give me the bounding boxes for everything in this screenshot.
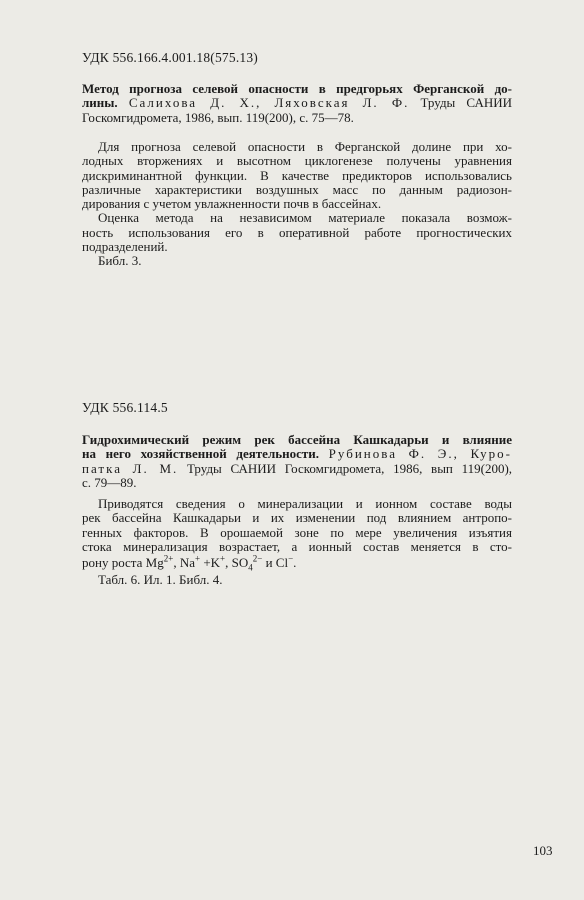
udc-code-1: УДК 556.166.4.001.18(575.13) [82,50,258,65]
abstract-1-line: лодных вторжениях и высотном циклогенезе получены уравнения [82,153,512,169]
na-charge: + [194,553,201,564]
cl-charge: − [288,553,294,564]
heading-2-authors-cont: патка Л. М. [82,460,179,476]
ion-text: , SO [225,555,249,571]
heading-1-line-2 [82,96,512,110]
heading-1-authors: Салихова Д. Х., Ляховская Л. Ф. [128,95,410,111]
so4-charge: 2− [252,553,263,564]
bibliography-1: Библ. 3. [98,253,142,269]
heading-2-authors: Рубинова Ф. Э., Куро- [328,446,512,462]
page-number: 103 [533,843,553,858]
ion-text: , Na [173,555,195,571]
abstract-1-line: дискриминантной функции. В качестве предикторов использовались [82,167,512,183]
heading-2-line-1: Гидрохимический режим рек бассейна Кашкадарьи и влияние [82,432,512,447]
ion-text: и Cl [262,555,289,571]
abstract-2-line: Приводятся сведения о минерализации и ионном составе воды [98,496,512,511]
mg-charge: 2+ [163,553,174,564]
abstract-2-line: генных факторов. В орошаемой зоне по мере увеличения изъятия [82,524,512,540]
entry-1-abstract [82,140,512,269]
ion-text: рону роста Mg [82,555,164,571]
heading-2-line-2 [82,447,512,461]
heading-1-line-1: Метод прогноза селевой опасности в предгорьях Ферганской до- [82,81,512,96]
heading-1-line-3: Госкомгидромета, 1986, вып. 119(200), с. 75—78. [82,109,354,125]
ion-text: +K [200,555,221,571]
abstract-2-ion-line [82,553,512,573]
heading-2-line-4: с. 79—89. [82,474,137,490]
abstract-1-line: различные характеристики воздушных масс по данным радиозон- [82,181,512,197]
heading-1-title-end: лины. [82,95,118,111]
so4-subscript: 4 [248,562,253,573]
abstract-1-line: Для прогноза селевой опасности в Ферганской долине при хо- [98,139,512,154]
abstract-2-line: рек бассейна Кашкадарьи и их изменении под влиянием антропо- [82,510,512,526]
heading-1-source: Труды САНИИ [420,95,512,111]
abstract-1-line: подразделений. [82,239,168,255]
ion-text: . [293,555,297,571]
heading-2-title-end: на него хозяйственной деятельности. [82,446,319,462]
udc-code-2: УДК 556.114.5 [82,400,168,415]
abstract-1-line: дирования с учетом увлажненности почв в бассейнах. [82,196,382,212]
k-charge: + [220,553,226,564]
abstract-2-line: стока минерализация возрастает, а ионный состав меняется в сто- [82,538,512,554]
abstract-1-line: ность использования его в оперативной работе прогностических [82,224,512,240]
abstract-1-line: Оценка метода на независимом материале показала возмож- [98,210,512,226]
entry-2-heading [82,433,512,490]
heading-2-line-3 [82,462,512,476]
heading-2-source: Труды САНИИ Госкомгидромета, 1986, вып 119(200), [186,460,513,476]
footer-2: Табл. 6. Ил. 1. Библ. 4. [98,572,223,588]
entry-1-heading [82,82,512,125]
entry-2-abstract [82,497,512,588]
